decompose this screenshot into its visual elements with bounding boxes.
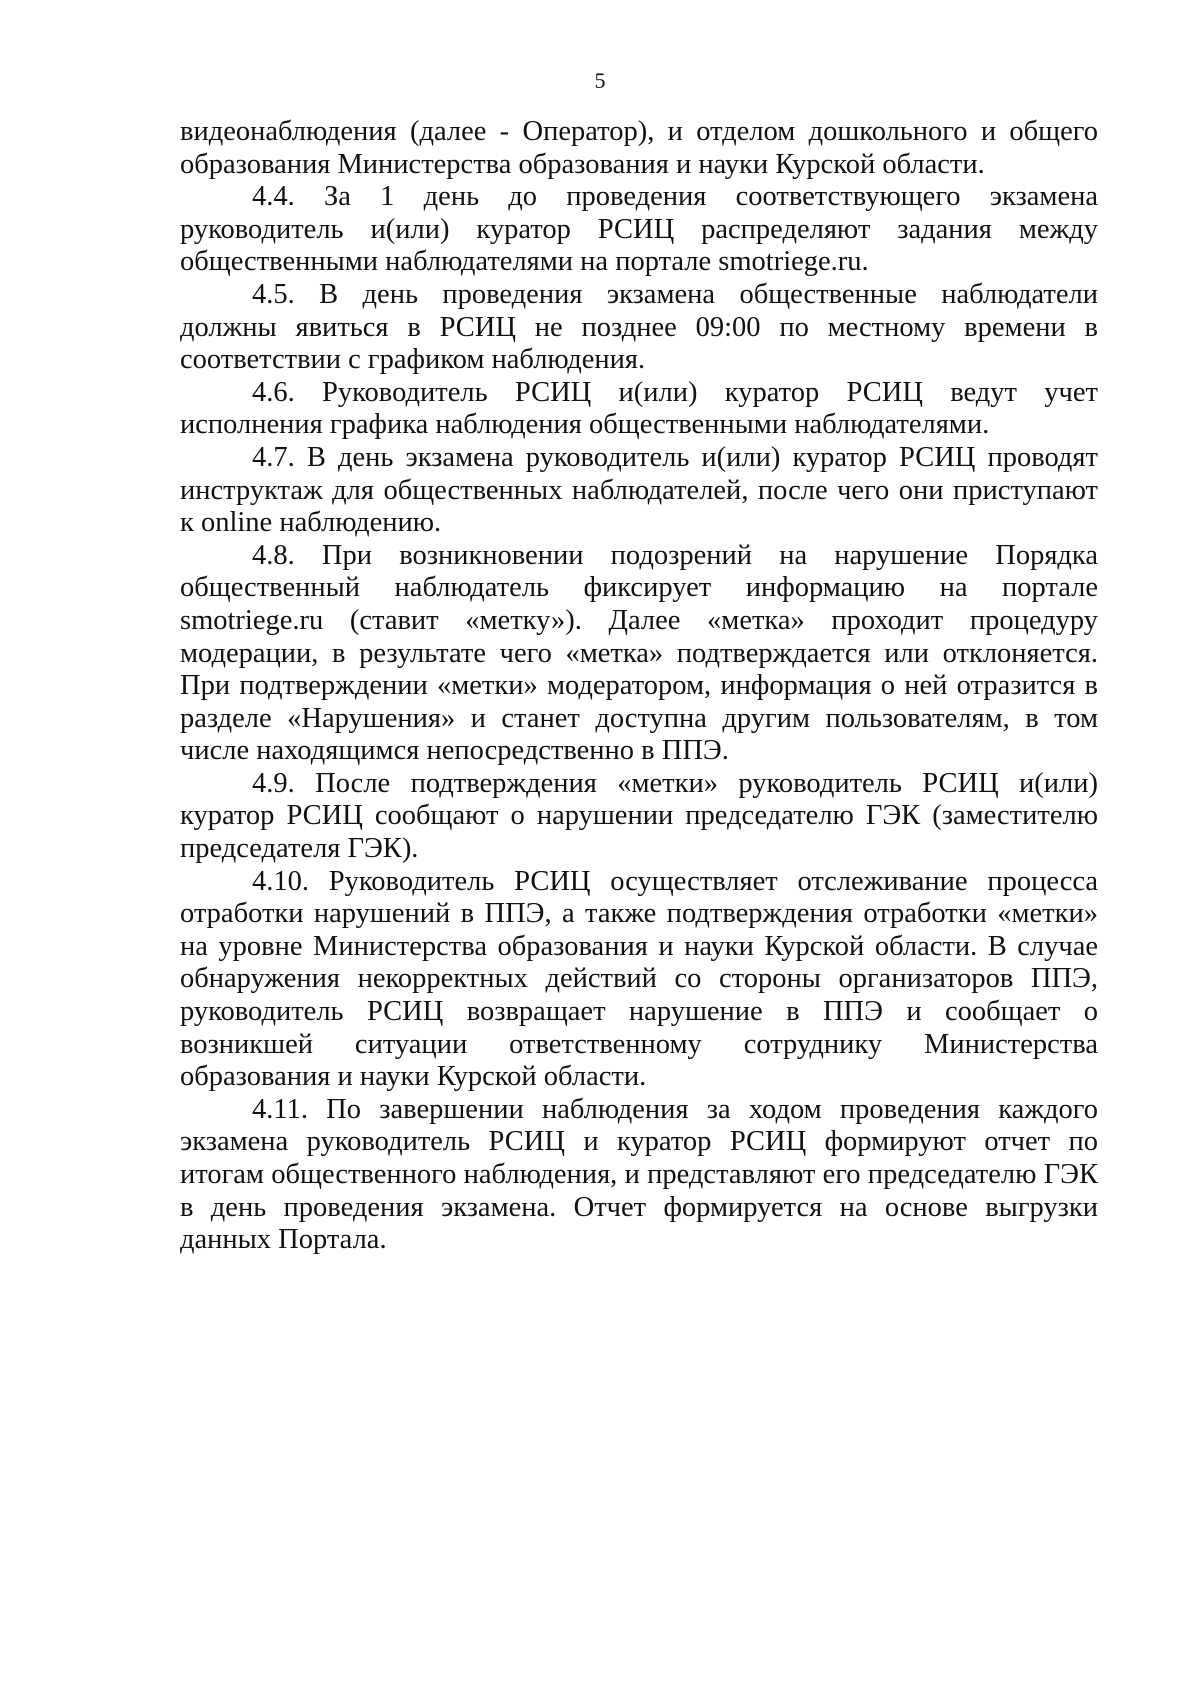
paragraph-continuation: видеонаблюдения (далее - Оператор), и отделом дошкольного и общего образования Министерства образования и науки Курской области. [180, 116, 1098, 180]
paragraph-4-11: 4.11. По завершении наблюдения за ходом проведения каждого экзамена руководитель РСИЦ и куратор РСИЦ формируют отчет по итогам общественного наблюдения, и представляют его председателю ГЭК в день проведения экзамена. Отчет формируется на основе выгрузки данных Портала. [180, 1093, 1098, 1256]
paragraph-4-10: 4.10. Руководитель РСИЦ осуществляет отслеживание процесса отработки нарушений в ППЭ, а также подтверждения отработки «метки» на уровне Министерства образования и науки Курской области. В случае обнаружения некорректных действий со стороны организаторов ППЭ, руководитель РСИЦ возвращает нарушение в ППЭ и сообщает о возникшей ситуации ответственному сотруднику Министерства образования и науки Курской области. [180, 865, 1098, 1093]
paragraph-4-4: 4.4. За 1 день до проведения соответствующего экзамена руководитель и(или) куратор РСИЦ распределяют задания между общественными наблюдателями на портале smotriege.ru. [180, 181, 1098, 278]
paragraph-4-8: 4.8. При возникновении подозрений на нарушение Порядка общественный наблюдатель фиксирует информацию на портале smotriege.ru (ставит «метку»). Далее «метка» проходит процедуру модерации, в результате чего «метка» подтверждается или отклоняется. При подтверждении «метки» модератором, информация о ней отразится в разделе «Нарушения» и станет доступна другим пользователям, в том числе находящимся непосредственно в ППЭ. [180, 539, 1098, 767]
paragraph-4-9: 4.9. После подтверждения «метки» руководитель РСИЦ и(или) куратор РСИЦ сообщают о нарушении председателю ГЭК (заместителю председателя ГЭК). [180, 767, 1098, 865]
paragraph-4-6: 4.6. Руководитель РСИЦ и(или) куратор РСИЦ ведут учет исполнения графика наблюдения общественными наблюдателями. [180, 376, 1098, 441]
page-number: 5 [594, 68, 606, 93]
paragraph-4-7: 4.7. В день экзамена руководитель и(или) куратор РСИЦ проводят инструктаж для общественных наблюдателей, после чего они приступают к online наблюдению. [180, 441, 1098, 539]
paragraph-4-5: 4.5. В день проведения экзамена общественные наблюдатели должны явиться в РСИЦ не позднее 09:00 по местному времени в соответствии с графиком наблюдения. [180, 278, 1098, 376]
document-body [180, 116, 1098, 1257]
